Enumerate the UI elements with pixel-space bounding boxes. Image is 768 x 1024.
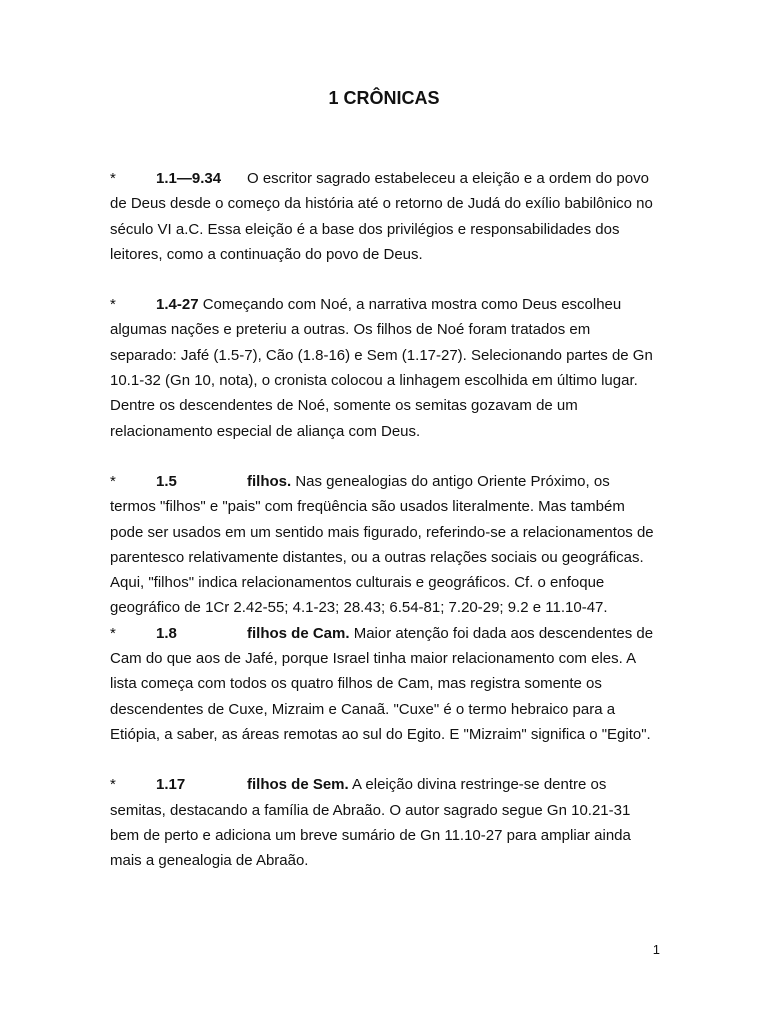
- commentary-entries: [110, 166, 655, 873]
- verse-reference: 1.17: [156, 776, 186, 794]
- commentary-entry: [110, 621, 655, 747]
- entry-bullet: *: [110, 296, 116, 314]
- page-title: 1 CRÔNICAS: [328, 88, 440, 108]
- verse-reference: 1.4-27: [156, 296, 199, 314]
- verse-reference: 1.1—9.34: [156, 170, 222, 187]
- commentary-entry: [110, 772, 655, 873]
- entry-text: Nas genealogias do antigo Oriente Próximo, os termos "filhos" e "pais" com freqüência são usados literalmente. Mas também pode ser usados em um sentido mais figurado, referindo-se a relacionamentos de parentesco relativamente distantes, ou a outras relações sociais ou geográficas. Aqui, "filhos" indica relacionamentos culturais e geográficos. Cf. o enfoque geográfico de 1Cr 2.42-55; 4.1-23; 28.43; 6.54-81; 7.20-29; 9.2 e 11.10-47.: [110, 472, 654, 617]
- entry-bullet: *: [110, 624, 116, 642]
- entry-keyword: filhos de Cam.: [247, 624, 350, 642]
- entry-bullet: *: [110, 170, 116, 187]
- entry-bullet: *: [110, 472, 116, 490]
- entry-keyword: filhos.: [247, 472, 292, 490]
- entry-text: Maior atenção foi dada aos descendentes de Cam do que aos de Jafé, porque Israel tinha maior relacionamento com eles. A lista começa com todos os quatro filhos de Cam, mas registra somente os descendentes de Cuxe, Mizraim e Canaã. "Cuxe" é o termo hebraico para a Etiópia, a saber, as áreas remotas ao sul do Egito. E "Mizraim" significa o "Egito".: [110, 624, 654, 743]
- commentary-entry: [110, 469, 655, 621]
- entry-text: Começando com Noé, a narrativa mostra como Deus escolheu algumas nações e preteriu a outras. Os filhos de Noé foram tratados em separado: Jafé (1.5-7), Cão (1.8-16) e Sem (1.17-27). Selecionando partes de Gn 10.1-32 (Gn 10, nota), o cronista colocou a linhagem escolhida em último lugar. Dentre os descendentes de Noé, somente os semitas gozavam de um relacionamento especial de aliança com Deus.: [110, 296, 653, 440]
- entry-keyword: filhos de Sem.: [247, 776, 349, 794]
- entry-text: A eleição divina restringe-se dentre os semitas, destacando a família de Abraão. O autor sagrado segue Gn 10.21-31 bem de perto e adiciona um breve sumário de Gn 11.10-27 para ampliar ainda mais a genealogia de Abraão.: [110, 776, 631, 870]
- commentary-entry: [110, 292, 655, 444]
- page-number: 1: [652, 942, 660, 957]
- entry-text: O escritor sagrado estabeleceu a eleição e a ordem do povo de Deus desde o começo da história até o retorno de Judá do exílio babilônico no século VI a.C. Essa eleição é a base dos privilégios e responsabilidades dos leitores, como a continuação do povo de Deus.: [110, 170, 653, 263]
- entry-bullet: *: [110, 776, 116, 794]
- verse-reference: 1.5: [156, 472, 177, 490]
- commentary-entry: [110, 166, 655, 267]
- verse-reference: 1.8: [156, 624, 177, 642]
